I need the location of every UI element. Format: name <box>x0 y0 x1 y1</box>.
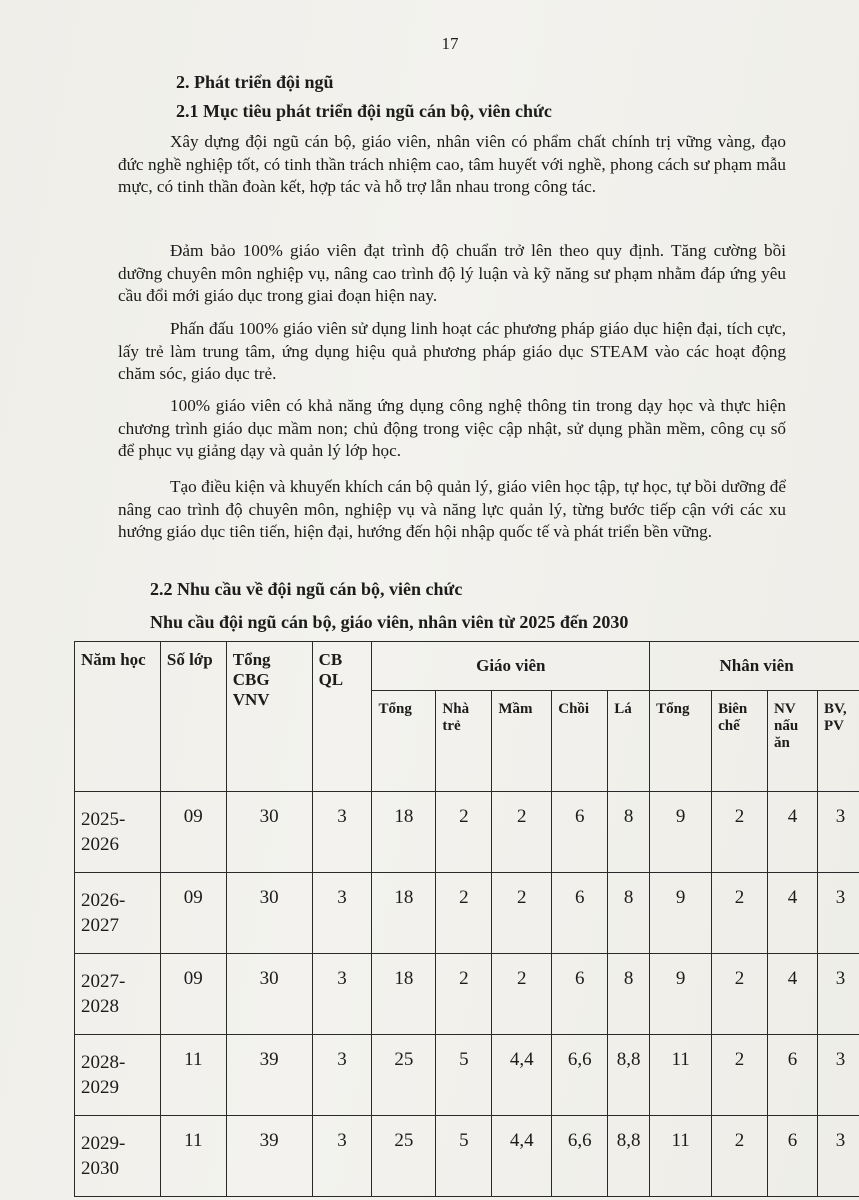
table-cell: 11 <box>650 1116 712 1197</box>
table-cell: 3 <box>817 873 859 954</box>
table-cell: 11 <box>650 1035 712 1116</box>
table-cell: 4 <box>768 873 818 954</box>
table-cell: 11 <box>160 1116 226 1197</box>
table-cell: 30 <box>226 792 312 873</box>
table-cell: 18 <box>372 954 436 1035</box>
table-cell: 18 <box>372 873 436 954</box>
header-gv-nha-tre: Nhà trẻ <box>436 691 492 792</box>
table-caption: Nhu cầu đội ngũ cán bộ, giáo viên, nhân viên từ 2025 đến 2030 <box>150 612 629 632</box>
table-row <box>75 1116 859 1197</box>
header-nv-tong: Tổng <box>650 691 712 792</box>
table-cell: 6 <box>552 954 608 1035</box>
table-cell: 25 <box>372 1116 436 1197</box>
table-cell: 2 <box>492 792 552 873</box>
header-giao-vien: Giáo viên <box>372 642 650 691</box>
table-cell: 2 <box>436 873 492 954</box>
table-cell: 9 <box>650 792 712 873</box>
table-cell: 5 <box>436 1035 492 1116</box>
table-cell: 2 <box>492 873 552 954</box>
table-cell: 6 <box>768 1035 818 1116</box>
year-end: 2028 <box>81 996 119 1017</box>
paragraph: Đảm bảo 100% giáo viên đạt trình độ chuẩn trở lên theo quy định. Tăng cường bồi dưỡng chuyên môn nghiệp vụ, nâng cao trình độ lý luận và kỹ năng sư phạm nhằm đáp ứng yêu cầu đổi mới giáo dục trong giai đoạn hiện nay. <box>118 241 786 305</box>
header-nv-bien-che: Biên chế <box>712 691 768 792</box>
table-cell: 2 <box>712 873 768 954</box>
table-cell: 8 <box>608 873 650 954</box>
table-row <box>75 792 859 873</box>
table-cell: 9 <box>650 873 712 954</box>
table-cell: 2 <box>712 1116 768 1197</box>
table-cell: 39 <box>226 1116 312 1197</box>
table-cell: 3 <box>312 954 372 1035</box>
table-row <box>75 954 859 1035</box>
header-gv-tong: Tổng <box>372 691 436 792</box>
table-cell: 6,6 <box>552 1116 608 1197</box>
table-cell: 09 <box>160 954 226 1035</box>
table-cell: 6,6 <box>552 1035 608 1116</box>
table-cell: 8,8 <box>608 1116 650 1197</box>
year-end: 2029 <box>81 1077 119 1098</box>
paragraph: Xây dựng đội ngũ cán bộ, giáo viên, nhân viên có phẩm chất chính trị vững vàng, đạo đức nghề nghiệp tốt, có tinh thần trách nhiệm cao, tâm huyết với nghề, phong cách sư phạm mẫu mực, có tinh thần đoàn kết, hợp tác và hỗ trợ lẫn nhau trong công tác. <box>118 132 786 196</box>
table-cell: 09 <box>160 792 226 873</box>
table-cell: 5 <box>436 1116 492 1197</box>
table-cell: 39 <box>226 1035 312 1116</box>
table-cell: 6 <box>768 1116 818 1197</box>
header-gv-mam: Mầm <box>492 691 552 792</box>
table-cell: 25 <box>372 1035 436 1116</box>
table-cell: 2 <box>436 954 492 1035</box>
table-cell: 6 <box>552 792 608 873</box>
paragraph: Phấn đấu 100% giáo viên sử dụng linh hoạt các phương pháp giáo dục hiện đại, tích cực, lấy trẻ làm trung tâm, ứng dụng hiệu quả phương pháp giáo dục STEAM vào các hoạt động chăm sóc, giáo dục trẻ. <box>118 319 786 383</box>
table-cell: 30 <box>226 873 312 954</box>
table-cell: 4 <box>768 792 818 873</box>
table-cell: 8 <box>608 792 650 873</box>
table-cell: 4,4 <box>492 1035 552 1116</box>
header-nhan-vien: Nhân viên <box>650 642 859 691</box>
table-cell: 2 <box>712 954 768 1035</box>
header-tong-cbgvnv: Tổng CBG VNV <box>226 642 312 792</box>
year-start: 2025- <box>81 809 126 830</box>
table-cell: 4,4 <box>492 1116 552 1197</box>
header-cb-ql: CB QL <box>312 642 372 792</box>
year-end: 2026 <box>81 834 119 855</box>
table-cell: 11 <box>160 1035 226 1116</box>
year-end: 2030 <box>81 1158 119 1179</box>
table-cell: 3 <box>312 873 372 954</box>
year-cell <box>75 792 161 873</box>
header-nam-hoc: Năm học <box>75 642 161 792</box>
year-start: 2028- <box>81 1052 126 1073</box>
table-cell: 3 <box>817 1116 859 1197</box>
table-cell: 3 <box>817 792 859 873</box>
year-end: 2027 <box>81 915 119 936</box>
year-cell <box>75 873 161 954</box>
page-number: 17 <box>441 34 459 53</box>
paragraph: Tạo điều kiện và khuyến khích cán bộ quản lý, giáo viên học tập, tự học, tự bồi dưỡng để nâng cao trình độ chuyên môn, nghiệp vụ và năng lực quản lý, từng bước tiếp cận với các xu hướng giáo dục tiên tiến, hiện đại, hướng đến hội nhập quốc tế và phát triển bền vững. <box>118 477 786 541</box>
table-row <box>75 873 859 954</box>
section-heading: 2. Phát triển đội ngũ <box>176 72 334 92</box>
year-start: 2027- <box>81 971 126 992</box>
table-cell: 3 <box>817 1035 859 1116</box>
table-cell: 2 <box>712 792 768 873</box>
year-start: 2026- <box>81 890 126 911</box>
subsection-2-heading: 2.2 Nhu cầu về đội ngũ cán bộ, viên chức <box>150 579 463 599</box>
header-nv-nau-an: NV nấu ăn <box>768 691 818 792</box>
table-cell: 3 <box>817 954 859 1035</box>
table-cell: 2 <box>436 792 492 873</box>
table-cell: 8 <box>608 954 650 1035</box>
header-so-lop: Số lớp <box>160 642 226 792</box>
table-cell: 2 <box>712 1035 768 1116</box>
table-cell: 8,8 <box>608 1035 650 1116</box>
staff-needs-table <box>74 641 859 1197</box>
header-nv-bv-pv: BV, PV <box>817 691 859 792</box>
table-cell: 3 <box>312 1035 372 1116</box>
table-cell: 30 <box>226 954 312 1035</box>
header-gv-la: Lá <box>608 691 650 792</box>
table-cell: 9 <box>650 954 712 1035</box>
table-cell: 09 <box>160 873 226 954</box>
table-cell: 2 <box>492 954 552 1035</box>
subsection-1-heading: 2.1 Mục tiêu phát triển đội ngũ cán bộ, viên chức <box>176 101 552 121</box>
table-cell: 4 <box>768 954 818 1035</box>
table-cell: 3 <box>312 1116 372 1197</box>
table-cell: 6 <box>552 873 608 954</box>
header-gv-choi: Chồi <box>552 691 608 792</box>
year-start: 2029- <box>81 1133 126 1154</box>
paragraph: 100% giáo viên có khả năng ứng dụng công nghệ thông tin trong dạy học và thực hiện chương trình giáo dục mầm non; chủ động trong việc cập nhật, sử dụng phần mềm, công cụ số để phục vụ giảng dạy và quản lý lớp học. <box>118 396 786 460</box>
year-cell <box>75 954 161 1035</box>
year-cell <box>75 1116 161 1197</box>
table-row <box>75 1035 859 1116</box>
year-cell <box>75 1035 161 1116</box>
table-cell: 3 <box>312 792 372 873</box>
table-cell: 18 <box>372 792 436 873</box>
